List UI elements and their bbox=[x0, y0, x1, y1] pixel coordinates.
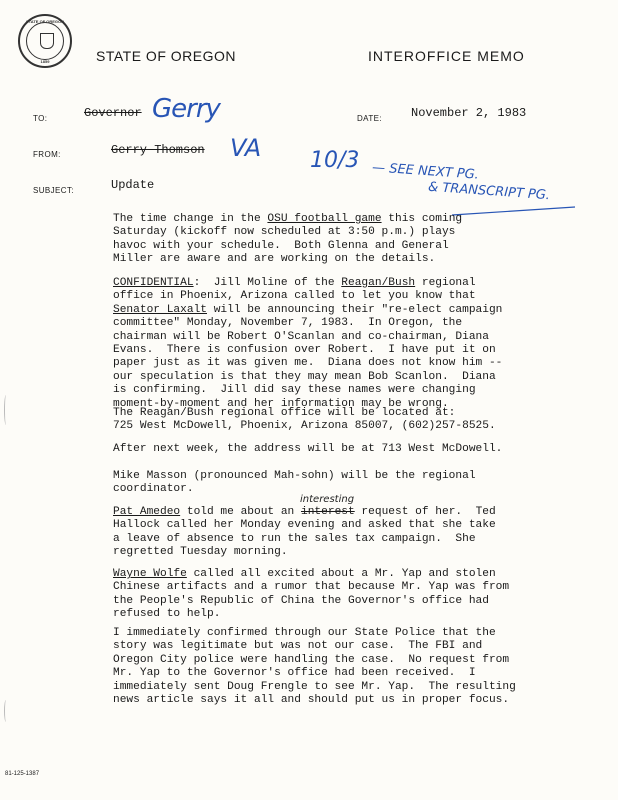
from-value: Gerry Thomson bbox=[111, 143, 205, 157]
subject-value: Update bbox=[111, 178, 155, 192]
confidential-label: CONFIDENTIAL bbox=[113, 277, 194, 289]
date-value: November 2, 1983 bbox=[411, 106, 527, 120]
memo-type: INTEROFFICE MEMO bbox=[368, 48, 525, 64]
seal-year: 1859 bbox=[40, 59, 50, 64]
to-handwritten: Gerry bbox=[152, 94, 220, 124]
date-label: DATE: bbox=[357, 114, 382, 123]
state-seal bbox=[18, 14, 72, 68]
from-label: FROM: bbox=[33, 150, 61, 159]
margin-mark bbox=[4, 395, 8, 425]
state-heading: STATE OF OREGON bbox=[96, 48, 236, 64]
paragraph-wayne-wolfe: Wayne Wolfe called all excited about a Mr. Yap and stolen Chinese artifacts and a rumor that because Mr. Yap was from the People's Republic of China the Governor's office had refused to help. bbox=[113, 568, 510, 621]
seal-text: STATE OF OREGON bbox=[25, 19, 65, 24]
interesting-insertion: interesting bbox=[300, 494, 355, 505]
subject-label: SUBJECT: bbox=[33, 186, 74, 195]
transcript-page-note: & TRANSCRIPT PG. bbox=[427, 179, 551, 204]
date-note-handwritten: 10/3 bbox=[310, 148, 360, 173]
struck-word: interest bbox=[301, 506, 355, 518]
shield-icon bbox=[40, 33, 54, 49]
paragraph-state-police: I immediately confirmed through our State Police that the story was legitimate but was not our case. The FBI and Oregon City police were handling the case. No request from Mr. Yap to the Governor's office had been received. I immediately sent Doug Frengle to see Mr. Yap. The resulting news article says it all and should put us in proper focus. bbox=[113, 627, 516, 707]
paragraph-coordinator: Mike Masson (pronounced Mah-sohn) will be the regional coordinator. bbox=[113, 470, 476, 496]
paragraph-office-address: The Reagan/Bush regional office will be located at: 725 West McDowell, Phoenix, Arizona 85007, (602)257-8525. bbox=[113, 407, 496, 433]
paragraph-confidential: CONFIDENTIAL: Jill Moline of the Reagan/Bush regional office in Phoenix, Arizona called to let you know that Senator Laxalt will be announcing their "re-elect campaign committee" Monday, November 7, 1983. In Oregon, the chairman will be Robert O'Scanlan and co-chairman, Diana Evans. There is confusion over Robert. I have put it on paper just as it was given me. Diana does not know him -- our speculation is that they may mean Bob Scanlon. Diana is confirming. Jill did say these names were changing moment-by-moment and her information may be wrong. bbox=[113, 277, 503, 410]
margin-mark bbox=[4, 700, 8, 722]
from-initials: VA bbox=[230, 134, 262, 162]
see-next-page-note: — SEE NEXT PG. bbox=[371, 160, 480, 183]
paragraph-pat-amedeo: Pat Amedeo told me about an interest request of her. Ted Hallock called her Monday evening and asked that she take a leave of absence to run the sales tax campaign. She regretted Tuesday morning. bbox=[113, 506, 496, 559]
form-number: 81-125-1387 bbox=[5, 771, 40, 777]
osu-game-underlined: OSU football game bbox=[267, 213, 382, 225]
seal-emblem bbox=[26, 22, 64, 60]
paragraph-new-address: After next week, the address will be at 713 West McDowell. bbox=[113, 443, 503, 455]
to-label: TO: bbox=[33, 114, 48, 123]
paragraph-game-schedule: The time change in the OSU football game this coming Saturday (kickoff now scheduled at 3:50 p.m.) plays havoc with your schedule. Both Glenna and General Miller are aware and are working on the details. bbox=[113, 213, 463, 266]
to-value: Governor bbox=[84, 106, 142, 120]
